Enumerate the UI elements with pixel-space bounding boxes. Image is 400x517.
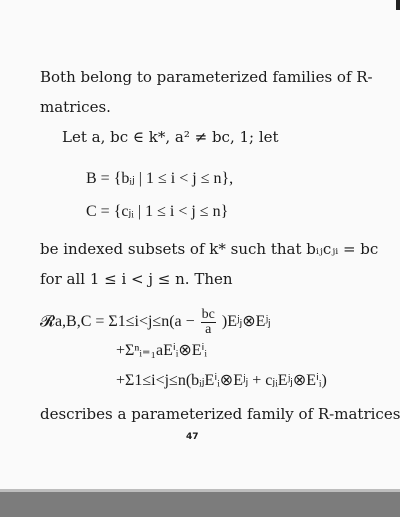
text-line-3: Let a, bc ∈ k*, a² ≠ bc, 1; let xyxy=(62,128,279,146)
fraction-numerator: bc xyxy=(201,307,215,322)
equation-set-b: B = {bᵢⱼ | 1 ≤ i < j ≤ n}, xyxy=(86,170,234,187)
text-line-1: Both belong to parameterized families of R- xyxy=(40,68,373,86)
page-number: 47 xyxy=(186,432,199,442)
text-line-7: for all 1 ≤ i < j ≤ n. Then xyxy=(40,270,233,288)
equation-r-line-1 xyxy=(40,308,271,337)
fraction-denominator: a xyxy=(205,322,212,337)
text-line-2: matrices. xyxy=(40,98,111,116)
equation-set-c: C = {cⱼᵢ | 1 ≤ i < j ≤ n} xyxy=(86,203,229,220)
equation-r-line-3: +Σ1≤i<j≤n(bᵢⱼEⁱᵢ⊗Eʲⱼ + cⱼᵢEʲⱼ⊗Eⁱᵢ) xyxy=(116,372,327,389)
scan-edge-mark xyxy=(396,0,400,10)
text-line-10: describes a parameterized family of R-matrices xyxy=(40,405,400,423)
equation-r-fraction xyxy=(201,308,216,337)
equation-r-lhs: 𝓡a,B,C = Σ1≤i<j≤n(a − xyxy=(40,313,195,331)
equation-r-rhs: )Eʲⱼ⊗Eʲⱼ xyxy=(221,313,271,331)
equation-r-line-2: +Σⁿᵢ₌₁aEⁱᵢ⊗Eⁱᵢ xyxy=(116,342,208,359)
scan-border-bottom xyxy=(0,492,400,517)
text-line-6: be indexed subsets of k* such that bᵢⱼcⱼᵢ = bc xyxy=(40,240,379,258)
